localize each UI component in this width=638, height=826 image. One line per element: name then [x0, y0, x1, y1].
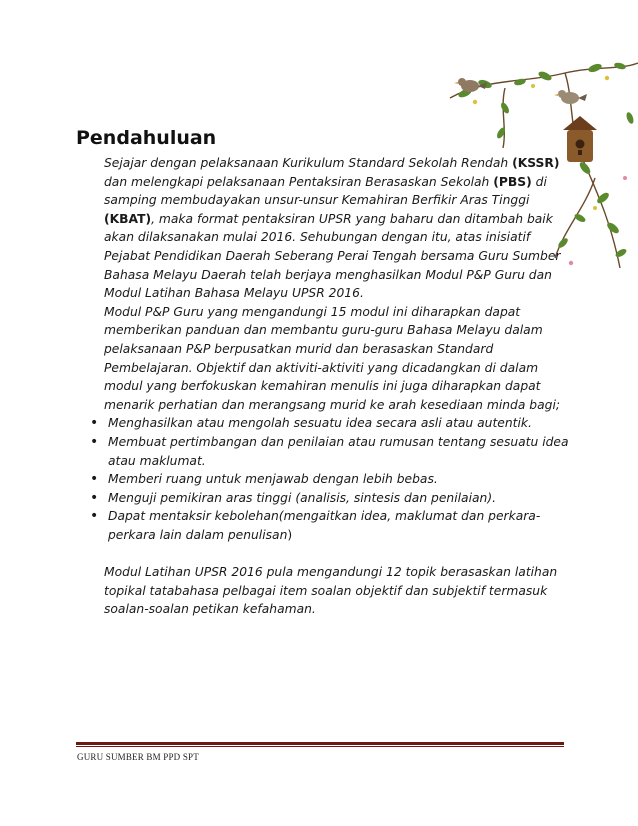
acronym-kbat: (KBAT): [104, 211, 152, 226]
page-footer: GURU SUMBER BM PPD SPT: [77, 752, 199, 762]
list-item: • Memberi ruang untuk menjawab dengan lebih bebas.: [76, 470, 576, 489]
list-item: • Membuat pertimbangan dan penilaian atau rumusan tentang sesuatu idea atau maklumat.: [76, 433, 576, 470]
list-item: [76, 507, 576, 544]
acronym-kssr: (KSSR): [512, 156, 560, 170]
footer-rule-thick: [76, 742, 564, 745]
footer-rule-thin: [76, 746, 564, 747]
paragraph-modul-latihan: Modul Latihan UPSR 2016 pula mengandungi 12 topik berasaskan latihan topikal tatabahasa pelbagai item soalan objektif dan subjektif termasuk soalan-soalan petikan kefahaman.: [104, 565, 558, 617]
list-item-text: Dapat mentaksir kebolehan(mengaitkan idea, maklumat dan perkara-perkara lain dalam penulisan: [108, 509, 541, 542]
acronym-pbs: (PBS): [493, 174, 532, 189]
spacer: [76, 544, 576, 563]
paragraph-intro-text-2: dan melengkapi pelaksanaan Pentaksiran Berasaskan Sekolah: [104, 174, 494, 189]
objective-list: [76, 414, 576, 544]
paragraph-intro: [76, 154, 576, 303]
body-text: [76, 154, 576, 619]
paragraph-intro-text-4: , maka format pentaksiran UPSR yang baharu dan ditambah baik akan dilaksanakan mulai 2016. Sehubungan dengan itu, atas inisiatif Pejabat Pendidikan Daerah Seberang Perai Tengah bersama Guru Sumber Bahasa Melayu Daerah telah berjaya menghasilkan Modul P&P Guru dan Modul Latihan Bahasa Melayu UPSR 2016.: [104, 211, 561, 301]
list-item: • Menghasilkan atau mengolah sesuatu idea secara asli atau autentik.: [76, 414, 576, 433]
paragraph-modul-pp: Modul P&P Guru yang mengandungi 15 modul ini diharapkan dapat memberikan panduan dan membantu guru-guru Bahasa Melayu dalam pelaksanaan P&P berpusatkan murid dan berasaskan Standard Pembelajaran. Objektif dan aktiviti-aktiviti yang dicadangkan di dalam modul yang berfokuskan kemahiran menulis ini juga diharapkan dapat menarik perhatian dan merangsang murid ke arah kesediaan minda bagi;: [104, 304, 561, 412]
list-item: • Menguji pemikiran aras tinggi (analisis, sintesis dan penilaian).: [76, 489, 576, 508]
page-title: Pendahuluan: [76, 127, 217, 149]
paragraph-intro-text-1: Sejajar dengan pelaksanaan Kurikulum Standard Sekolah Rendah: [104, 156, 513, 170]
paragraph-intro-text-3: di samping membudayakan unsur-unsur Kemahiran Berfikir Aras Tinggi: [104, 174, 547, 208]
closing-paren: ): [287, 527, 293, 542]
